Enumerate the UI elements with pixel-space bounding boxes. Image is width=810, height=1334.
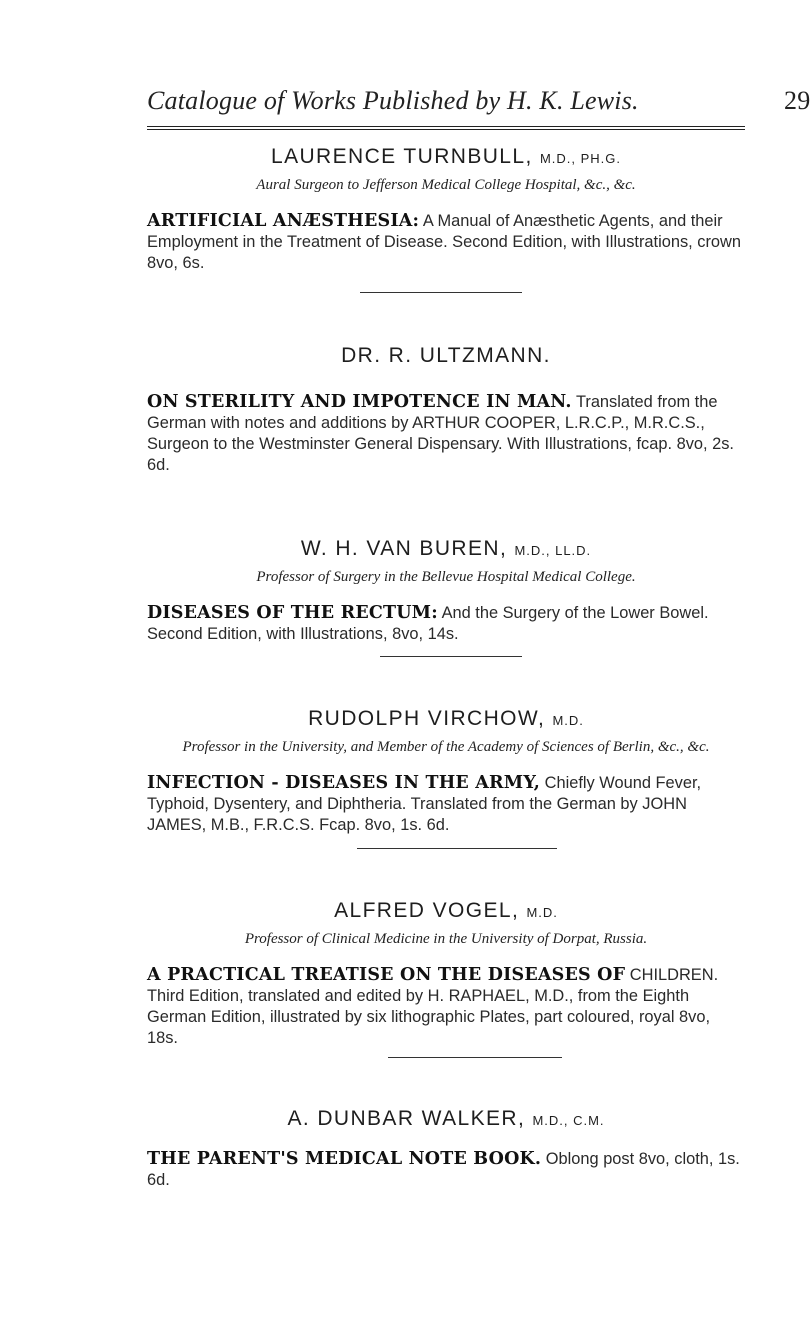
author-affiliation: Professor of Clinical Medicine in the University of Dorpat, Russia. (244, 931, 648, 947)
author-degrees: M.D., C.M. (532, 1113, 605, 1128)
header-rule (147, 126, 745, 127)
catalogue-entry (147, 145, 745, 274)
work-title: DISEASES OF THE RECTUM: (147, 603, 438, 623)
author-affiliation: Professor in the University, and Member of the Academy of Sciences of Berlin, &c., &c. (182, 739, 710, 755)
author-name: RUDOLPH VIRCHOW, (308, 707, 546, 730)
header-rule-second (147, 129, 745, 130)
author-degrees: M.D., PH.G. (539, 151, 622, 166)
catalogue-entry (147, 344, 745, 476)
author-line (147, 145, 745, 171)
work-details: CHILDREN. Third Edition, translated and edited by H. RAPHAEL, M.D., from the Eighth German Edition, illustrated by six lithographic Plates, part coloured, royal 8vo, 18s. (147, 966, 719, 1047)
work-details: Translated from the German with notes and additions by ARTHUR COOPER, L.R.C.P., M.R.C.S., Surgeon to the Westminster General Dispensary. With Illustrations, fcap. 8vo, 2s. 6d. (147, 393, 734, 474)
work-title: ON STERILITY AND IMPOTENCE IN MAN. (147, 392, 572, 412)
author-affiliation: Aural Surgeon to Jefferson Medical College Hospital, &c., &c. (256, 177, 636, 193)
catalogue-entry (147, 899, 745, 1049)
work-title: ARTIFICIAL ANÆSTHESIA: (147, 211, 420, 231)
work-details: Oblong post 8vo, cloth, 1s. 6d. (147, 1150, 740, 1189)
work-title: INFECTION - DISEASES IN THE ARMY, (147, 773, 541, 793)
catalogue-entry (147, 707, 745, 836)
work-title: A PRACTICAL TREATISE ON THE DISEASES OF (147, 965, 626, 985)
catalogue-entry (147, 537, 745, 645)
author-name: ALFRED VOGEL, (334, 899, 520, 922)
author-name: LAURENCE TURNBULL, (270, 145, 533, 168)
author-degrees: M.D. (552, 713, 584, 728)
author-name: DR. R. ULTZMANN. (341, 344, 551, 367)
work-description (147, 965, 745, 1049)
author-line (147, 537, 745, 563)
work-details: Chiefly Wound Fever, Typhoid, Dysentery, and Diphtheria. Translated from the German by JOHN JAMES, M.B., F.R.C.S. Fcap. 8vo, 1s. 6d. (147, 774, 702, 834)
author-line (147, 1107, 745, 1133)
author-affiliation: Professor of Surgery in the Bellevue Hospital Medical College. (256, 569, 636, 585)
entry-separator (360, 292, 522, 293)
work-description (147, 1149, 745, 1191)
work-title: THE PARENT'S MEDICAL NOTE BOOK. (147, 1149, 542, 1169)
author-name: W. H. VAN BUREN, (300, 537, 508, 560)
author-degrees: M.D. (526, 905, 558, 920)
entry-separator (357, 848, 557, 849)
work-details: And the Surgery of the Lower Bowel. Second Edition, with Illustrations, 8vo, 14s. (147, 604, 709, 643)
running-head (147, 86, 810, 126)
work-description (147, 773, 745, 836)
author-line (147, 707, 745, 733)
catalogue-entry (147, 1107, 745, 1191)
work-description (147, 211, 745, 274)
running-head-title: Catalogue of Works Published by H. K. Lewis. (147, 86, 639, 115)
author-degrees: M.D., LL.D. (514, 543, 592, 558)
author-line (147, 899, 745, 925)
entry-separator (380, 656, 522, 657)
author-name: A. DUNBAR WALKER, (287, 1107, 526, 1130)
entry-separator (388, 1057, 562, 1058)
author-line (147, 344, 745, 368)
page-number: 29 (784, 86, 810, 115)
work-description (147, 603, 745, 645)
work-details: A Manual of Anæsthetic Agents, and their Employment in the Treatment of Disease. Second Edition, with Illustrations, crown 8vo, 6s. (147, 212, 741, 272)
work-description (147, 392, 745, 476)
